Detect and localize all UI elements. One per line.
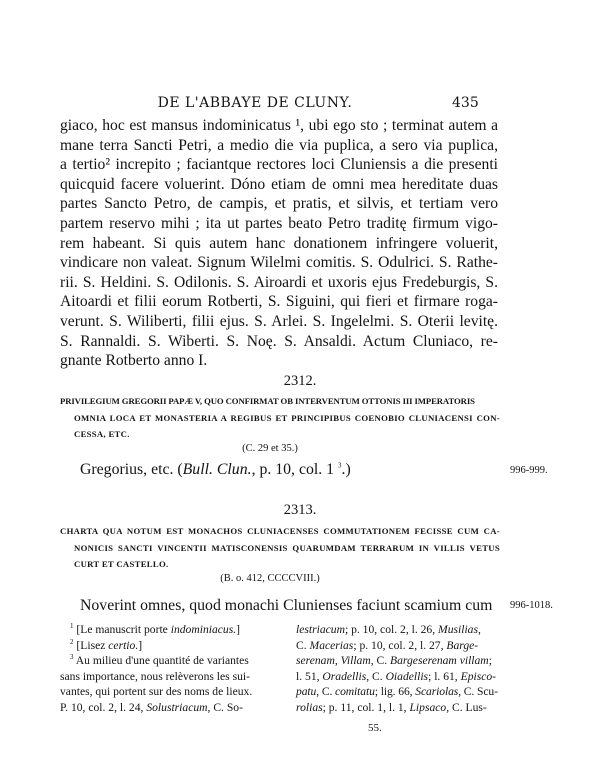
footnote-italic: serenam [296,654,335,667]
footnote-line [296,684,500,700]
footnote-text: [Lisez [76,638,109,652]
footnote-italic: Oiadellis [385,669,429,683]
charter-rubric [60,393,500,443]
footnote-line [296,638,500,654]
footnote-text: l. 51, [296,669,323,683]
footnote-italic: Musilias [438,623,478,636]
footnote-text: ; [488,654,492,667]
footnote-italic: Solustriacum [146,700,208,714]
footnote [60,622,286,638]
footnote-text: ] [236,623,240,636]
charter-number: 2313. [283,502,317,518]
footnote-italic: Barge- [446,638,479,652]
incipit-text: Gregorius, etc. ( [80,461,183,478]
footnote-line [296,653,500,669]
rubric-line: NONICIS SANCTI VINCENTII MATISCONENSIS QUARUMDAM TERRARUM IN VILLIS VETUS [74,542,500,553]
footnote-italic: comitatu [335,685,375,698]
footnote-line [296,669,500,685]
footnote-text: , C. [366,669,386,683]
footnote-text: , [334,654,341,667]
footnote [60,638,286,654]
text-line: gnante Rotberto anno I. [60,352,208,370]
text-line: giaco, hoc est mansus indominicatus ¹, ubi ego sto ; terminat autem a [60,117,498,134]
footnote-mark: 3 [70,653,74,662]
incipit-rest: , p. 10, col. 1 [251,461,335,478]
text-line: quicquid facere voluerint. Dóno etiam de omni mea hereditate duas [60,175,498,193]
text-line: partem reservo mihi ; ita ut partes beato Petro traditę firmum vigo- [60,214,498,232]
rubric-line: CESSA, ETC. [74,429,130,439]
charter-rubric [60,523,500,573]
source-reference: (B. o. 412, CCCCVIII.) [220,573,320,584]
footnote-italic: Bargeserenam villam [390,654,489,667]
footnote-line: sans importance, nous relèverons les sui- [60,669,250,683]
footnote-italic: Episco- [460,669,497,683]
footnote-italic: Scariolas [415,685,459,698]
text-line: vindicare non valeat. Signum Wilelmi comitis. S. Odulrici. S. Rathe- [60,254,498,272]
charter-date: 996-999. [510,465,548,476]
rubric-line: CURT ET CASTELLO. [74,559,169,569]
footnote-line [296,622,500,638]
footnote-text: [Le manuscrit porte [76,623,171,636]
signature-mark: 55. [368,722,382,734]
footnote-italic: lestriacum [296,623,345,636]
footnote [60,653,286,669]
footnote-text: ; p. 10, col. 2, l. 27, [353,638,447,652]
footnote-italic: indominiacus. [170,623,237,636]
footnote-ref: 3 [338,461,342,470]
footnote-italic: patu [296,685,317,698]
footnote-italic: Lipsaco [409,700,447,714]
page-number: 435 [452,95,479,111]
footnote-text: ; p. 11, col. 1, l. 1, [322,700,410,714]
text-line: rem habeant. Si quis autem hanc donationem infringere voluerit, [60,234,498,252]
text-line: rii. S. Heldini. S. Odilonis. S. Airoardi et uxoris ejus Fredeburgis, S. [60,273,498,291]
rubric-line: PRIVILEGIUM GREGORII PAPÆ V, QUO CONFIRMAT OB INTERVENTUM OTTONIS III IMPERATORIS [60,396,475,406]
footnote-line [296,700,500,716]
text-line: partes Sancto Petro, de campis, et pratis, et silvis, et tertiam vero [60,195,498,213]
footnote-text: Au milieu d'une quantité de variantes [75,654,249,667]
footnote-text: ; l. 61, [428,669,461,683]
rubric-line: OMNIA LOCA ET MONASTERIA A REGIBUS ET PRINCIPIBUS COENOBIO CLUNIACENSI CON- [74,412,500,423]
charter-incipit: Noverint omnes, quod monachi Clunienses faciunt scamium cum [80,597,493,614]
footnote-italic: Villam [340,654,371,667]
footnote-italic: rolias [296,700,323,714]
footnote-text: , C. So- [207,700,243,714]
footnote-text: , C. Scu- [458,685,498,698]
text-line: mane terra Sancti Petri, a medio die via puplica, a sero via puplica, [60,136,498,154]
incipit-italic: Bull. Clun. [182,461,252,478]
footnote-text: C. [296,638,310,652]
text-line: Aitoardi et filii eorum Rotberti, S. Siguini, qui fieri et firmare roga- [60,293,498,311]
footnote-text: ] [138,638,143,652]
footnotes-right-column [296,622,500,715]
footnote-italic: Oradellis [322,669,367,683]
footnote-text: , C. [316,685,336,698]
footnotes-left-column [60,622,286,715]
text-line: verunt. S. Wiliberti, filii ejus. S. Arlei. S. Ingelelmi. S. Oterii levitę. [60,312,498,330]
footnote-text: , [477,623,481,636]
footnote-text: , C. Lus- [446,700,487,714]
footnote-italic: Macerias [309,638,354,652]
text-line: a tertio² increpito ; faciantque rectores loci Cluniensis a die presenti [60,156,498,174]
footnote-line: vantes, qui portent sur des noms de lieux. [60,685,253,698]
footnote-line [60,700,286,716]
text-line: S. Rannaldi. S. Wiberti. S. Noę. S. Ansaldi. Actum Cluniaco, re- [60,332,498,350]
footnote-text: ; lig. 66, [374,685,416,698]
rubric-line: CHARTA QUA NOTUM EST MONACHOS CLUNIACENSES COMMUTATIONEM FECISSE CUM CA- [60,526,500,536]
footnote-text: , C. [370,654,391,667]
footnote-mark: 1 [70,622,74,631]
footnote-text: ; p. 10, col. 2, l. 26, [344,623,439,636]
charter-incipit [80,460,490,479]
footnote-italic: certio. [108,638,139,652]
charter-number: 2312. [283,373,317,389]
charter-date: 996-1018. [510,600,553,611]
charter-continuation-text [60,116,498,371]
running-title: DE L'ABBAYE DE CLUNY. [157,95,353,111]
footnote-mark: 2 [70,637,74,646]
incipit-close: .) [341,461,351,478]
source-reference: (C. 29 et 35.) [242,443,298,454]
footnote-text: P. 10, col. 2, l. 24, [60,700,147,714]
